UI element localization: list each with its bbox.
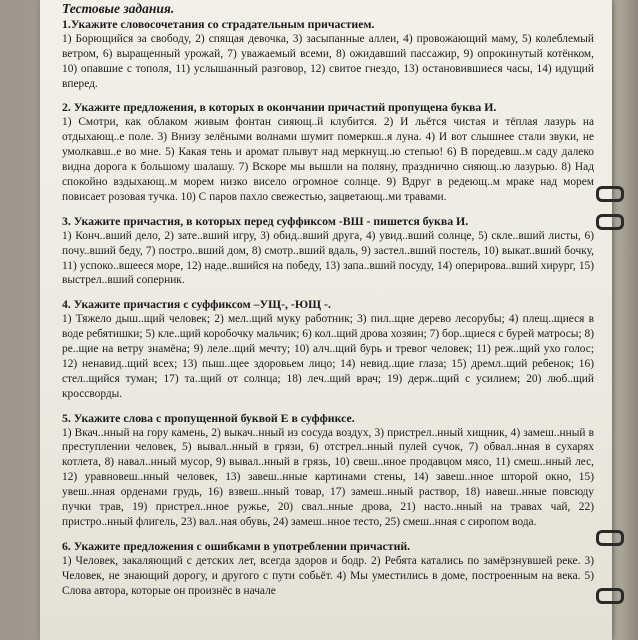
task-question: 3. Укажите причастия, в которых перед суффиксом -ВШ - пишется буква И. [62, 213, 469, 228]
task-4 [62, 297, 594, 401]
binder-ring [596, 214, 624, 230]
binder-ring [596, 588, 624, 604]
task-body: 1) Вкач..нный на гору камень, 2) выкач..нный из сосуда воздух, 3) пристрел..нный хищник, 4) замеш..нный в преступлении человек, 5) вывал..нный в грязи, 6) отстрел..нный пулей сучок, 7) обвал..нная в сухарях котлета, 8) навал..нный мусор, 9) вывал..нный в грязь, 10) свеш..нное продавцом мясо, 11) смеш..нный лес, 12) уравновеш..нный человек, 13) завеш..нные картинами стены, 14) завеш..нное шторой окно, 15) увеш..нная орденами грудь, 16) взвеш..нный товар, 17) замеш..нный раствор, 18) навеш..нные повсюду пучки трав, 19) пристрел..нное ружье, 20) свал..нные дрова, 21) насто..нный на травах чай, 22) пристро..нный флигель, 23) вал..ная обувь, 24) замеш..нное тесто, 25) смеш..нная с сиропом вода. [62, 426, 594, 528]
worksheet-title: Тестовые задания. [62, 1, 175, 16]
task-body: 1) Смотри, как облаком живым фонтан сияющ..й клубится. 2) И льётся чистая и тёплая лазурь на отдыхающ..е поле. 3) Внизу зелёными волнами шумит померкш..я луна. 4) И вот слышнее стали звуки, не умолкавш..е во мне. 5) Какая тень и аромат плывут над меркнущ..ю степью! 6) В поредевш..м саду далеко видна дорога к большому шалашу. 7) Вскоре мы вышли на поляну, празднично сияющ..ю лазурью. 8) Над спокойно вздыхающ..м морем низко висело огромное солнце. 9) Вдруг в редеющ..м мраке над морем повисает розовая тучка. 10) С паров пахло свежестью, зацветающ..ми травами. [62, 116, 594, 203]
task-5 [62, 411, 594, 530]
task-question: 1.Укажите словосочетания со страдательным причастием. [62, 16, 375, 31]
task-2 [62, 100, 594, 204]
task-question: 5. Укажите слова с пропущенной буквой Е в суффиксе. [62, 410, 355, 425]
task-body: 1) Тяжело дыш..щий человек; 2) мел..щий муку работник; 3) пил..щие дерево лесорубы; 4) плещ..щиеся в воде ребятишки; 5) кле..щий коробочку мальчик; 6) кол..щий дрова хозяин; 7) бор..щиеся с бурей матросы; 8) ре..щие на ветру знамёна; 9) леле..щий мечту; 10) алч..щий бурь и тревог человек; 11) реж..щий ухо голос; 12) ненавид..щий всех; 13) пыш..щее здоровьем лицо; 14) невид..щие глаза; 15) дремл..щий ребенок; 16) стел..щийся туман; 17) та..щий от солнца; 18) леч..щий врач; 19) держ..щий с усилием; 20) люб..щий кроссворды. [62, 313, 594, 400]
task-body: 1) Конч..вший дело, 2) зате..вший игру, 3) обид..вший друга, 4) увид..вший солнце, 5) скле..вший листы, 6) почу..вший беду, 7) постро..вший дом, 8) смотр..вший вдаль, 9) застел..вший постель, 10) выкат..вший бочку, 11) успоко..вшееся море, 12) наде..вшийся на победу, 13) запа..вший посуду, 14) оперирова..вший хирург, 15) выстрел..вший соперник. [62, 229, 594, 287]
task-body: 1) Человек, закаляющий с детских лет, всегда здоров и бодр. 2) Ребята катались по замёрзнувшей реке. 3) Человек, не знающий дорогу, и другого с пути собьёт. 4) Мы уместились в доме, построенным на века. 5) Слова автора, которые он произнёс в начале [62, 554, 594, 597]
task-3 [62, 214, 594, 289]
worksheet-content [40, 0, 612, 599]
task-question: 6. Укажите предложения с ошибками в употреблении причастий. [62, 538, 411, 553]
worksheet-page [40, 0, 612, 640]
task-6 [62, 539, 594, 599]
task-question: 4. Укажите причастия с суффиксом –УЩ-, -ЮЩ -. [62, 297, 331, 312]
task-body: 1) Борющийся за свободу, 2) спящая девочка, 3) засыпанные аллеи, 4) провожающий маму, 5) колеблемый ветром, 6) выращенный урожай, 7) уважаемый всеми, 8) ожидавший пассажир, 9) опрокинутый котёнком, 10) опавшие с тополя, 11) услышанный разговор, 12) свитое гнездо, 13) остановившиеся часы, 14) идущий вперед. [62, 32, 594, 90]
task-question: 2. Укажите предложения, в которых в окончании причастий пропущена буква И. [62, 100, 497, 115]
task-1 [62, 17, 594, 92]
binder-ring [596, 186, 624, 202]
binder-ring [596, 530, 624, 546]
